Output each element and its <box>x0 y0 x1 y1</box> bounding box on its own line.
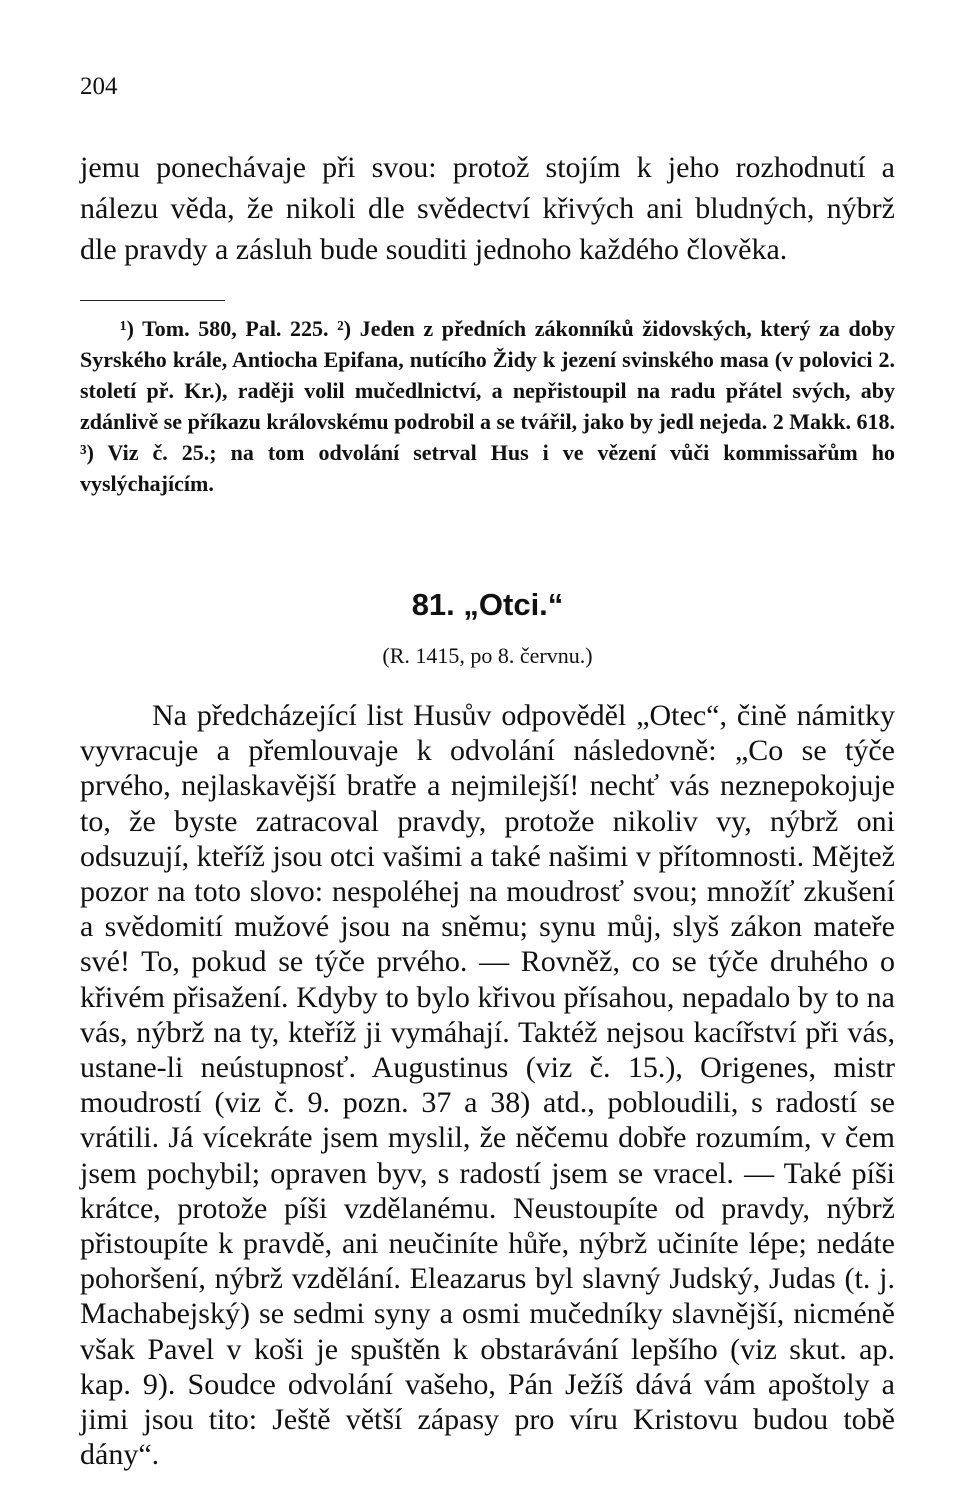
section-date: (R. 1415, po 8. červnu.) <box>382 643 593 668</box>
footnotes: ¹) Tom. 580, Pal. 225. ²) Jeden z předních zákonníků židovských, který za doby Syrského krále, Antiocha Epifana, nutícího Židy k jezení svinského masa (v polovici 2. století př. Kr.), raději volil mučedlnictví, a nepřistoupil na radu přátel svých, aby zdánlivě se příkazu královskému podrobil a se tvářil, jako by jedl nejeda. 2 Makk. 618. ³) Viz č. 25.; na tom odvolání setrval Hus i ve vězení vůči kommissařům ho vyslýchajícím. <box>80 316 895 496</box>
main-paragraph: Na předcházející list Husův odpověděl „Otec“, čině námitky vyvracuje a přemlouvaje k odvolání následovně: „Co se týče prvého, nejlaskavější bratře a nejmilejší! nechť vás neznepokojuje to, že byste zatracoval pravdy, protože nikoliv vy, nýbrž oni odsuzují, kteříž jsou otci vašimi a také našimi v přítomnosti. Mějtež pozor na toto slovo: nespoléhej na moudrosť svou; množíť zkušení a svědomití mužové jsou na sněmu; synu můj, slyš zákon mateře své! To, pokud se týče prvého. — Rovněž, co se týče druhého o křivém přisažení. Kdyby to bylo křivou přísahou, nepadalo by to na vás, nýbrž na ty, kteříž ji vymáhají. Taktéž nejsou kacířství při vás, ustane-li neústupnosť. Augustinus (viz č. 15.), Origenes, mistr moudrostí (viz č. 9. pozn. 37 a 38) atd., pobloudili, s radostí se vrátili. Já vícekráte jsem myslil, že něčemu dobře rozumím, v čem jsem pochybil; opraven byv, s radostí jsem se vracel. — Také píši krátce, protože píši vzdělanému. Neustoupíte od pravdy, nýbrž přistoupíte k pravdě, ani neučiníte hůře, nýbrž učiníte lépe; nedáte pohoršení, nýbrž vzdělání. Eleazarus byl slavný Judský, Judas (t. j. Machabejský) se sedmi syny a osmi mučedníky slavnější, nicméně však Pavel v koši je spuštěn k obstarávání lepšího (viz skut. ap. kap. 9). Soudce odvolání vašeho, Pán Ježíš dává vám apoštoly a jimi jsou tito: Ještě větší zápasy pro víru Kristovu budou tobě dány“. <box>80 699 895 1472</box>
lead-paragraph: jemu ponechávaje při svou: protož stojím k jeho rozhodnutí a nálezu věda, že nikoli dle svědectví křivých ani bludných, nýbrž dle pravdy a zásluh bude souditi jednoho každého člověka. <box>80 151 895 266</box>
section-heading: 81. „Otci.“ <box>411 587 564 622</box>
footnote-divider <box>80 300 225 301</box>
page-number: 204 <box>80 73 118 100</box>
